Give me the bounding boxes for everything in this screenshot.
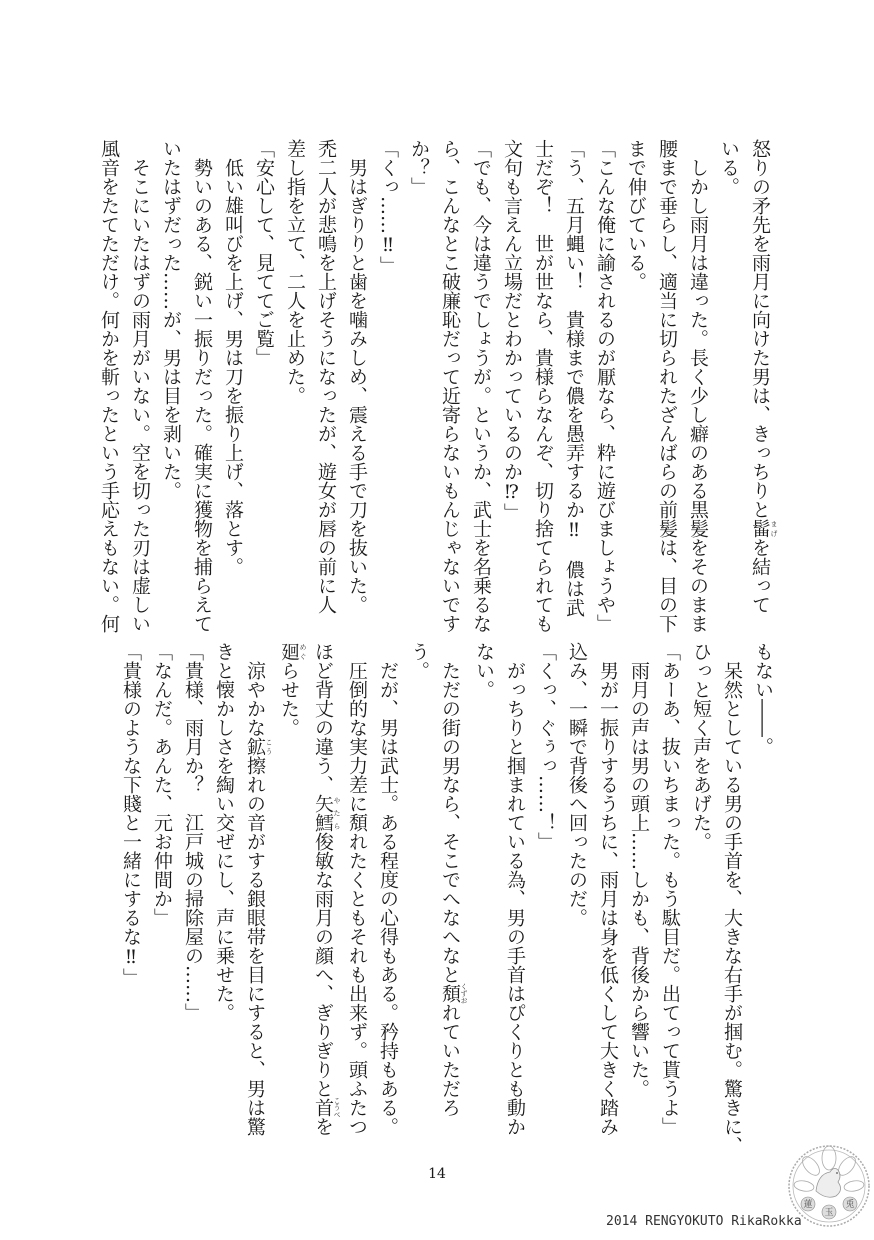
text-column	[372, 139, 403, 619]
text-segment: 擦れの音がする銀眼帯を目にすると、男は驚	[244, 756, 266, 1136]
text-segment: まで伸びている。	[625, 139, 647, 291]
text-column	[186, 139, 217, 633]
text-segment: らせた。	[278, 661, 300, 737]
text-column	[527, 139, 558, 633]
ruby-annotation: 髷 まげ	[749, 519, 778, 538]
text-segment: 文句も言えん立場だとわかっているのか⁉」	[501, 139, 523, 522]
text-segment: いたはずだった……が、男は目を剥いた。	[160, 139, 182, 500]
text-column	[434, 139, 465, 633]
text-block-bottom	[115, 642, 778, 1155]
text-column	[279, 139, 310, 619]
text-column	[620, 139, 651, 619]
text-segment: 呆然としている男の手首を、大きな右手が掴む。驚きに、	[721, 642, 743, 1155]
text-column	[403, 642, 434, 1122]
page-number: 14	[428, 1166, 446, 1182]
text-column	[682, 139, 713, 633]
text-segment: 低い雄叫びを上げ、男は刀を振り上げ、落とす。	[222, 139, 244, 576]
text-column	[403, 139, 434, 619]
ruby-annotation: 矢鱈 やたら	[312, 794, 341, 832]
text-segment: 怒りの矛先を雨月に向けた男は、きっちりと	[749, 139, 771, 519]
text-column	[716, 642, 747, 1155]
text-segment: そこにいたはずの雨月がいない。空を切った刃は虚しい	[129, 139, 151, 633]
text-segment: ら、こんなとこ破廉恥だって近寄らないもんじゃないです	[439, 139, 461, 633]
text-segment: 「でも、今は違うでしょうが。というか、武士を名乗るな	[470, 139, 492, 633]
ruby-annotation: 首 こうべ	[312, 1097, 341, 1118]
text-column	[561, 642, 592, 1122]
text-column	[592, 642, 623, 1136]
text-segment: がっちりと掴まれている為、男の手首はぴくりとも動か	[504, 642, 526, 1136]
text-column	[685, 642, 716, 1122]
text-column	[654, 642, 685, 1136]
text-segment: れていただろ	[439, 1003, 461, 1117]
text-segment: もない――。	[752, 642, 774, 756]
text-column	[208, 642, 239, 1122]
text-segment: 圧倒的な実力差に頽れたくともそれも出来ず。頭ふたつ	[346, 642, 368, 1136]
text-segment: ない。	[473, 642, 495, 699]
text-column	[217, 139, 248, 619]
text-segment: ひっと短く声をあげた。	[690, 642, 712, 851]
circle-logo-icon	[786, 1136, 872, 1236]
text-segment: 込み、一瞬で背後へ回ったのだ。	[566, 642, 588, 927]
text-segment: 禿二人が悲鳴を上げそうになったが、遊女が唇の前に人	[315, 139, 337, 614]
text-column	[248, 139, 279, 619]
text-column	[468, 642, 499, 1122]
text-segment: を	[312, 1117, 334, 1136]
text-column	[273, 642, 307, 1122]
text-segment: だが、男は武士。ある程度の心得もある。矜持もある。	[377, 642, 399, 1136]
svg-text:蓮: 蓮	[803, 1200, 813, 1210]
text-column	[372, 642, 403, 1136]
text-column	[93, 139, 124, 633]
ruby-annotation: 廻 めぐ	[278, 642, 307, 661]
text-block-top	[93, 139, 778, 633]
text-column	[341, 139, 372, 619]
text-column	[310, 139, 341, 619]
text-column	[177, 642, 208, 1122]
text-column	[155, 139, 186, 619]
text-segment: 風音をたてただけ。何かを斬ったという手応えもない。何	[98, 139, 120, 633]
text-segment: 男が一振りするうちに、雨月は身を低くして大きく踏み	[597, 642, 619, 1136]
text-segment: 「あーあ、抜いちまった。もう駄目だ。出てって貰うよ」	[659, 642, 681, 1136]
text-segment: いる。	[718, 139, 740, 196]
text-column	[530, 642, 561, 1122]
text-column	[124, 139, 155, 633]
text-column	[496, 139, 527, 619]
text-segment: 「貴様、雨月か？ 江戸城の掃除屋の……」	[182, 642, 204, 1022]
text-column	[465, 139, 496, 633]
text-segment: 差し指を立て、二人を止めた。	[284, 139, 306, 405]
text-segment: 雨月の声は男の頭上……しかも、背後から響いた。	[628, 642, 650, 1098]
text-segment: 士だぞ！ 世が世なら、貴様らなんぞ、切り捨てられても	[532, 139, 554, 633]
ruby-annotation: 鉱 こう	[244, 737, 273, 756]
text-segment: しかし雨月は違った。長く少し癖のある黒髪をそのまま	[687, 139, 709, 633]
text-segment: 腰まで垂らし、適当に切られたざんばらの前髪は、目の下	[656, 139, 678, 633]
text-segment: きと懐かしさを綯い交ぜにし、声に乗せた。	[213, 642, 235, 1022]
text-column	[434, 642, 468, 1122]
text-segment: 勢いのある、鋭い一振りだった。確実に獲物を捕らえて	[191, 139, 213, 633]
text-segment: 「こんな俺に諭されるのが厭なら、粋に遊びましょうや」	[594, 139, 616, 633]
text-segment: 「くっ、ぐぅっ……！」	[535, 642, 557, 851]
text-column	[146, 642, 177, 1122]
text-column	[239, 642, 273, 1136]
text-column	[713, 139, 744, 619]
text-segment: か？」	[408, 139, 430, 196]
text-segment: う。	[408, 642, 430, 680]
svg-text:玉: 玉	[824, 1208, 834, 1218]
text-segment: 男はぎりりと歯を噛みしめ、震える手で刀を抜いた。	[346, 139, 368, 614]
footer-credit: 2014 RENGYOKUTO RikaRokka	[606, 1214, 802, 1229]
text-segment: ただの街の男なら、そこでへなへなと	[439, 642, 461, 984]
text-segment: 「安心して、見ててご覧」	[253, 139, 275, 367]
text-segment: ほど背丈の違う、	[312, 642, 334, 794]
text-column	[747, 642, 778, 1122]
text-column	[115, 642, 146, 1122]
text-segment: 俊敏な雨月の顔へ、ぎりぎりと	[312, 832, 334, 1098]
text-segment: を結って	[749, 538, 771, 614]
text-column	[589, 139, 620, 633]
text-column	[307, 642, 341, 1136]
text-segment: 「う、五月蝿い！ 貴様まで儂を愚弄するか‼ 儂は武	[563, 139, 585, 617]
text-column	[558, 139, 589, 619]
ruby-annotation: 頽 くずお	[439, 983, 468, 1004]
text-segment: 「なんだ。あんた、元お仲間か」	[151, 642, 173, 927]
text-column	[341, 642, 372, 1136]
text-column	[651, 139, 682, 633]
text-segment: 「くっ……‼」	[377, 139, 399, 275]
svg-text:兎: 兎	[845, 1200, 855, 1210]
text-segment: 「貴様のような下賤と一緒にするな‼」	[120, 642, 142, 987]
text-column	[499, 642, 530, 1136]
text-segment: 涼やかな	[244, 642, 266, 737]
text-column	[623, 642, 654, 1122]
text-column	[744, 139, 778, 619]
